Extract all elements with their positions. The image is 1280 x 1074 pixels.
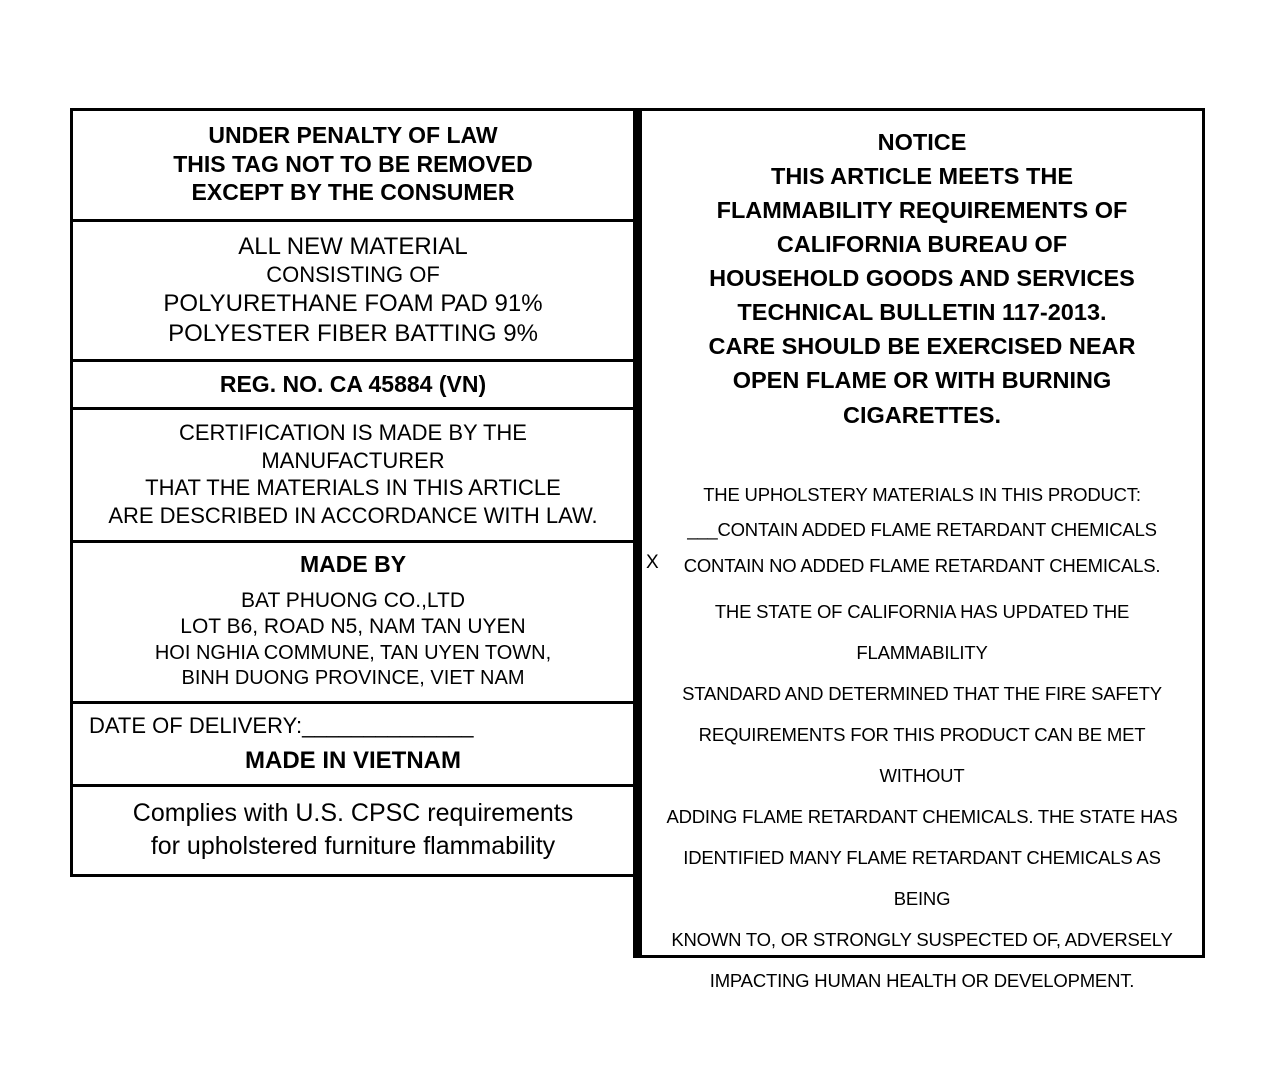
statement-line-1: THE STATE OF CALIFORNIA HAS UPDATED THE FLAMMABILITY: [714, 600, 1130, 663]
made-by-line-4: BINH DUONG PROVINCE, VIET NAM: [181, 667, 525, 689]
cpsc-line-1: Complies with U.S. CPSC requirements: [132, 799, 574, 828]
certification-line-3: THAT THE MATERIALS IN THIS ARTICLE: [145, 475, 561, 501]
x-mark-icon: X: [646, 551, 659, 573]
certification-section: [73, 410, 633, 543]
made-by-line-2: LOT B6, ROAD N5, NAM TAN UYEN: [180, 615, 526, 639]
material-line-4: POLYESTER FIBER BATTING 9%: [168, 319, 538, 347]
notice-line-7: CARE SHOULD BE EXERCISED NEAR: [708, 333, 1136, 360]
law-label: [70, 108, 1205, 992]
notice-line-1: NOTICE: [877, 129, 967, 155]
statement-line-5: IDENTIFIED MANY FLAME RETARDANT CHEMICALS AS BEING: [683, 846, 1161, 909]
right-panel: [642, 108, 1205, 992]
cpsc-section: [73, 787, 633, 874]
statement-line-7: IMPACTING HUMAN HEALTH OR DEVELOPMENT.: [709, 970, 1135, 992]
left-panel: [70, 108, 633, 877]
notice-section: [660, 125, 1184, 432]
certification-line-2: MANUFACTURER: [261, 447, 445, 473]
statement-line-3: REQUIREMENTS FOR THIS PRODUCT CAN BE MET WITHOUT: [698, 723, 1146, 786]
material-line-1: ALL NEW MATERIAL: [238, 232, 468, 260]
notice-line-8: OPEN FLAME OR WITH BURNING: [732, 367, 1112, 394]
notice-line-3: FLAMMABILITY REQUIREMENTS OF: [716, 197, 1128, 224]
registration-section: [73, 362, 633, 411]
penalty-line-1: UNDER PENALTY OF LAW: [208, 122, 498, 148]
upholstery-heading: THE UPHOLSTERY MATERIALS IN THIS PRODUCT:: [703, 483, 1141, 505]
registration-number: REG. NO. CA 45884 (VN): [219, 370, 487, 397]
checkbox-option-contains-none-label: CONTAIN NO ADDED FLAME RETARDANT CHEMICALS.: [683, 554, 1161, 576]
made-in-country: MADE IN VIETNAM: [245, 747, 461, 775]
certification-line-1: CERTIFICATION IS MADE BY THE: [179, 420, 527, 446]
statement-line-2: STANDARD AND DETERMINED THAT THE FIRE SAFETY: [682, 682, 1162, 704]
checkbox-option-contains-none[interactable]: [646, 551, 1184, 577]
state-statement: [660, 591, 1184, 1002]
panel-divider: [633, 108, 642, 958]
notice-spacer: [660, 432, 1184, 484]
material-line-3: POLYURETHANE FOAM PAD 91%: [163, 290, 543, 318]
made-by-line-3: HOI NGHIA COMMUNE, TAN UYEN TOWN,: [154, 641, 552, 664]
date-of-delivery-field[interactable]: DATE OF DELIVERY:______________: [89, 713, 474, 739]
cpsc-line-2: for upholstered furniture flammability: [150, 831, 556, 860]
material-section: [73, 222, 633, 362]
notice-line-4: CALIFORNIA BUREAU OF: [776, 231, 1068, 258]
penalty-section: [73, 111, 633, 222]
notice-line-2: THIS ARTICLE MEETS THE: [770, 163, 1074, 190]
notice-line-6: TECHNICAL BULLETIN 117-2013.: [737, 299, 1107, 326]
made-by-line-1: BAT PHUONG CO.,LTD: [240, 588, 466, 612]
checkbox-option-contains[interactable]: ___CONTAIN ADDED FLAME RETARDANT CHEMICALS: [687, 518, 1157, 540]
certification-line-4: ARE DESCRIBED IN ACCORDANCE WITH LAW.: [108, 503, 598, 529]
material-line-2: CONSISTING OF: [266, 262, 440, 288]
made-by-section: [73, 543, 633, 704]
delivery-section: [73, 704, 633, 787]
made-by-title: MADE BY: [299, 550, 407, 577]
statement-line-4: ADDING FLAME RETARDANT CHEMICALS. THE STATE HAS: [666, 805, 1178, 827]
penalty-line-3: EXCEPT BY THE CONSUMER: [191, 179, 515, 206]
notice-line-9: CIGARETTES.: [843, 401, 1001, 428]
statement-line-6: KNOWN TO, OR STRONGLY SUSPECTED OF, ADVERSELY: [671, 929, 1173, 951]
notice-line-5: HOUSEHOLD GOODS AND SERVICES: [709, 265, 1135, 292]
penalty-line-2: THIS TAG NOT TO BE REMOVED: [173, 150, 533, 177]
